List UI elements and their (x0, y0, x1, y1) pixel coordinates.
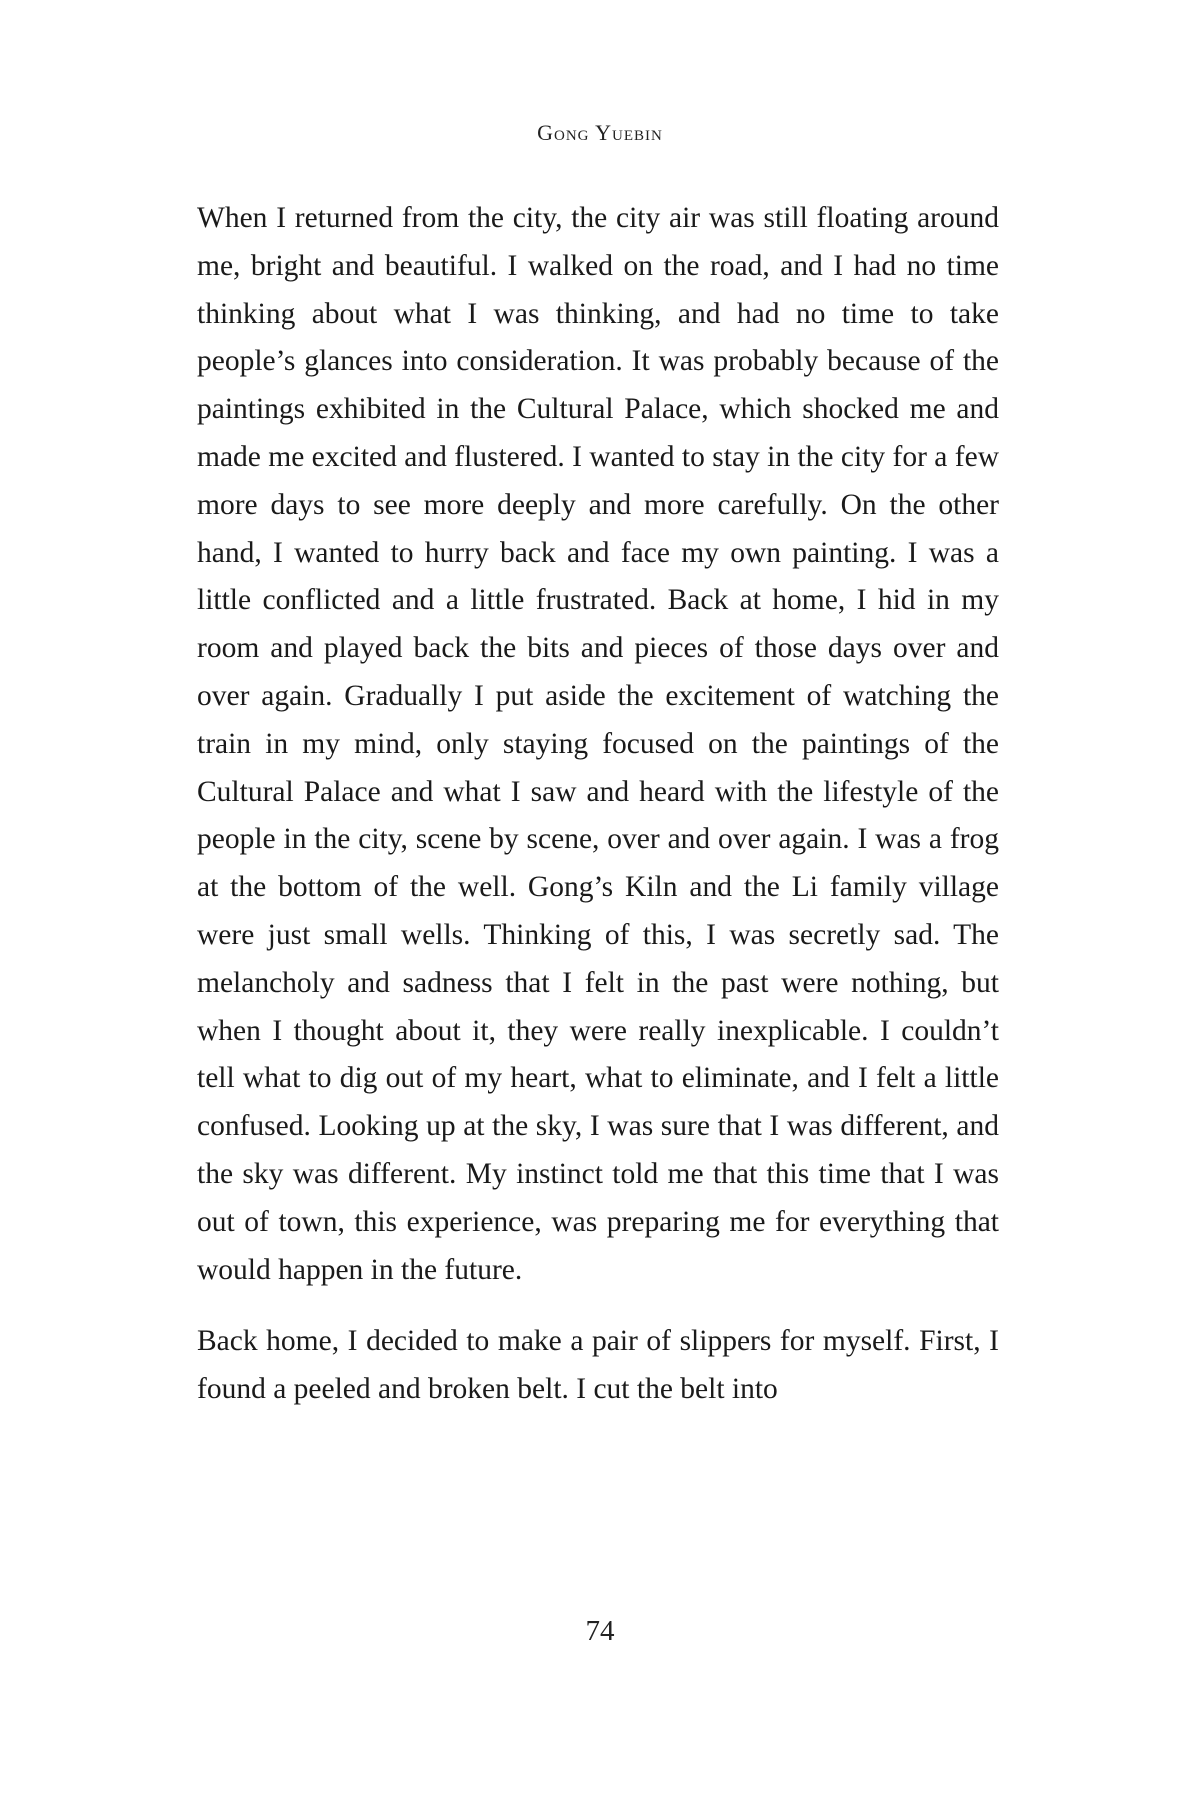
running-head: Gong Yuebin (537, 120, 663, 145)
paragraph: When I returned from the city, the city air was still floating around me, bright and beautiful. I walked on the road, and I had no time thinking about what I was thinking, and had no time to take people’s glances into consideration. It was probably because of the paintings exhibited in the Cultural Palace, which shocked me and made me excited and flustered. I wanted to stay in the city for a few more days to see more deeply and more carefully. On the other hand, I wanted to hurry back and face my own painting. I was a little conflicted and a little frustrated. Back at home, I hid in my room and played back the bits and pieces of those days over and over again. Gradually I put aside the excitement of watching the train in my mind, only staying focused on the paintings of the Cultural Palace and what I saw and heard with the lifestyle of the people in the city, scene by scene, over and over again. I was a frog at the bottom of the well. Gong’s Kiln and the Li family village were just small wells. Thinking of this, I was secretly sad. The melancholy and sadness that I felt in the past were nothing, but when I thought about it, they were really inexplicable. I couldn’t tell what to dig out of my heart, what to eliminate, and I felt a little confused. Looking up at the sky, I was sure that I was different, and the sky was different. My instinct told me that this time that I was out of town, this experience, was preparing me for everything that would happen in the future. (197, 202, 999, 1286)
page-number: 74 (585, 1615, 615, 1647)
paragraph: Back home, I decided to make a pair of slippers for myself. First, I found a peeled and broken belt. I cut the belt into (197, 1325, 999, 1406)
body-text (197, 195, 999, 1414)
